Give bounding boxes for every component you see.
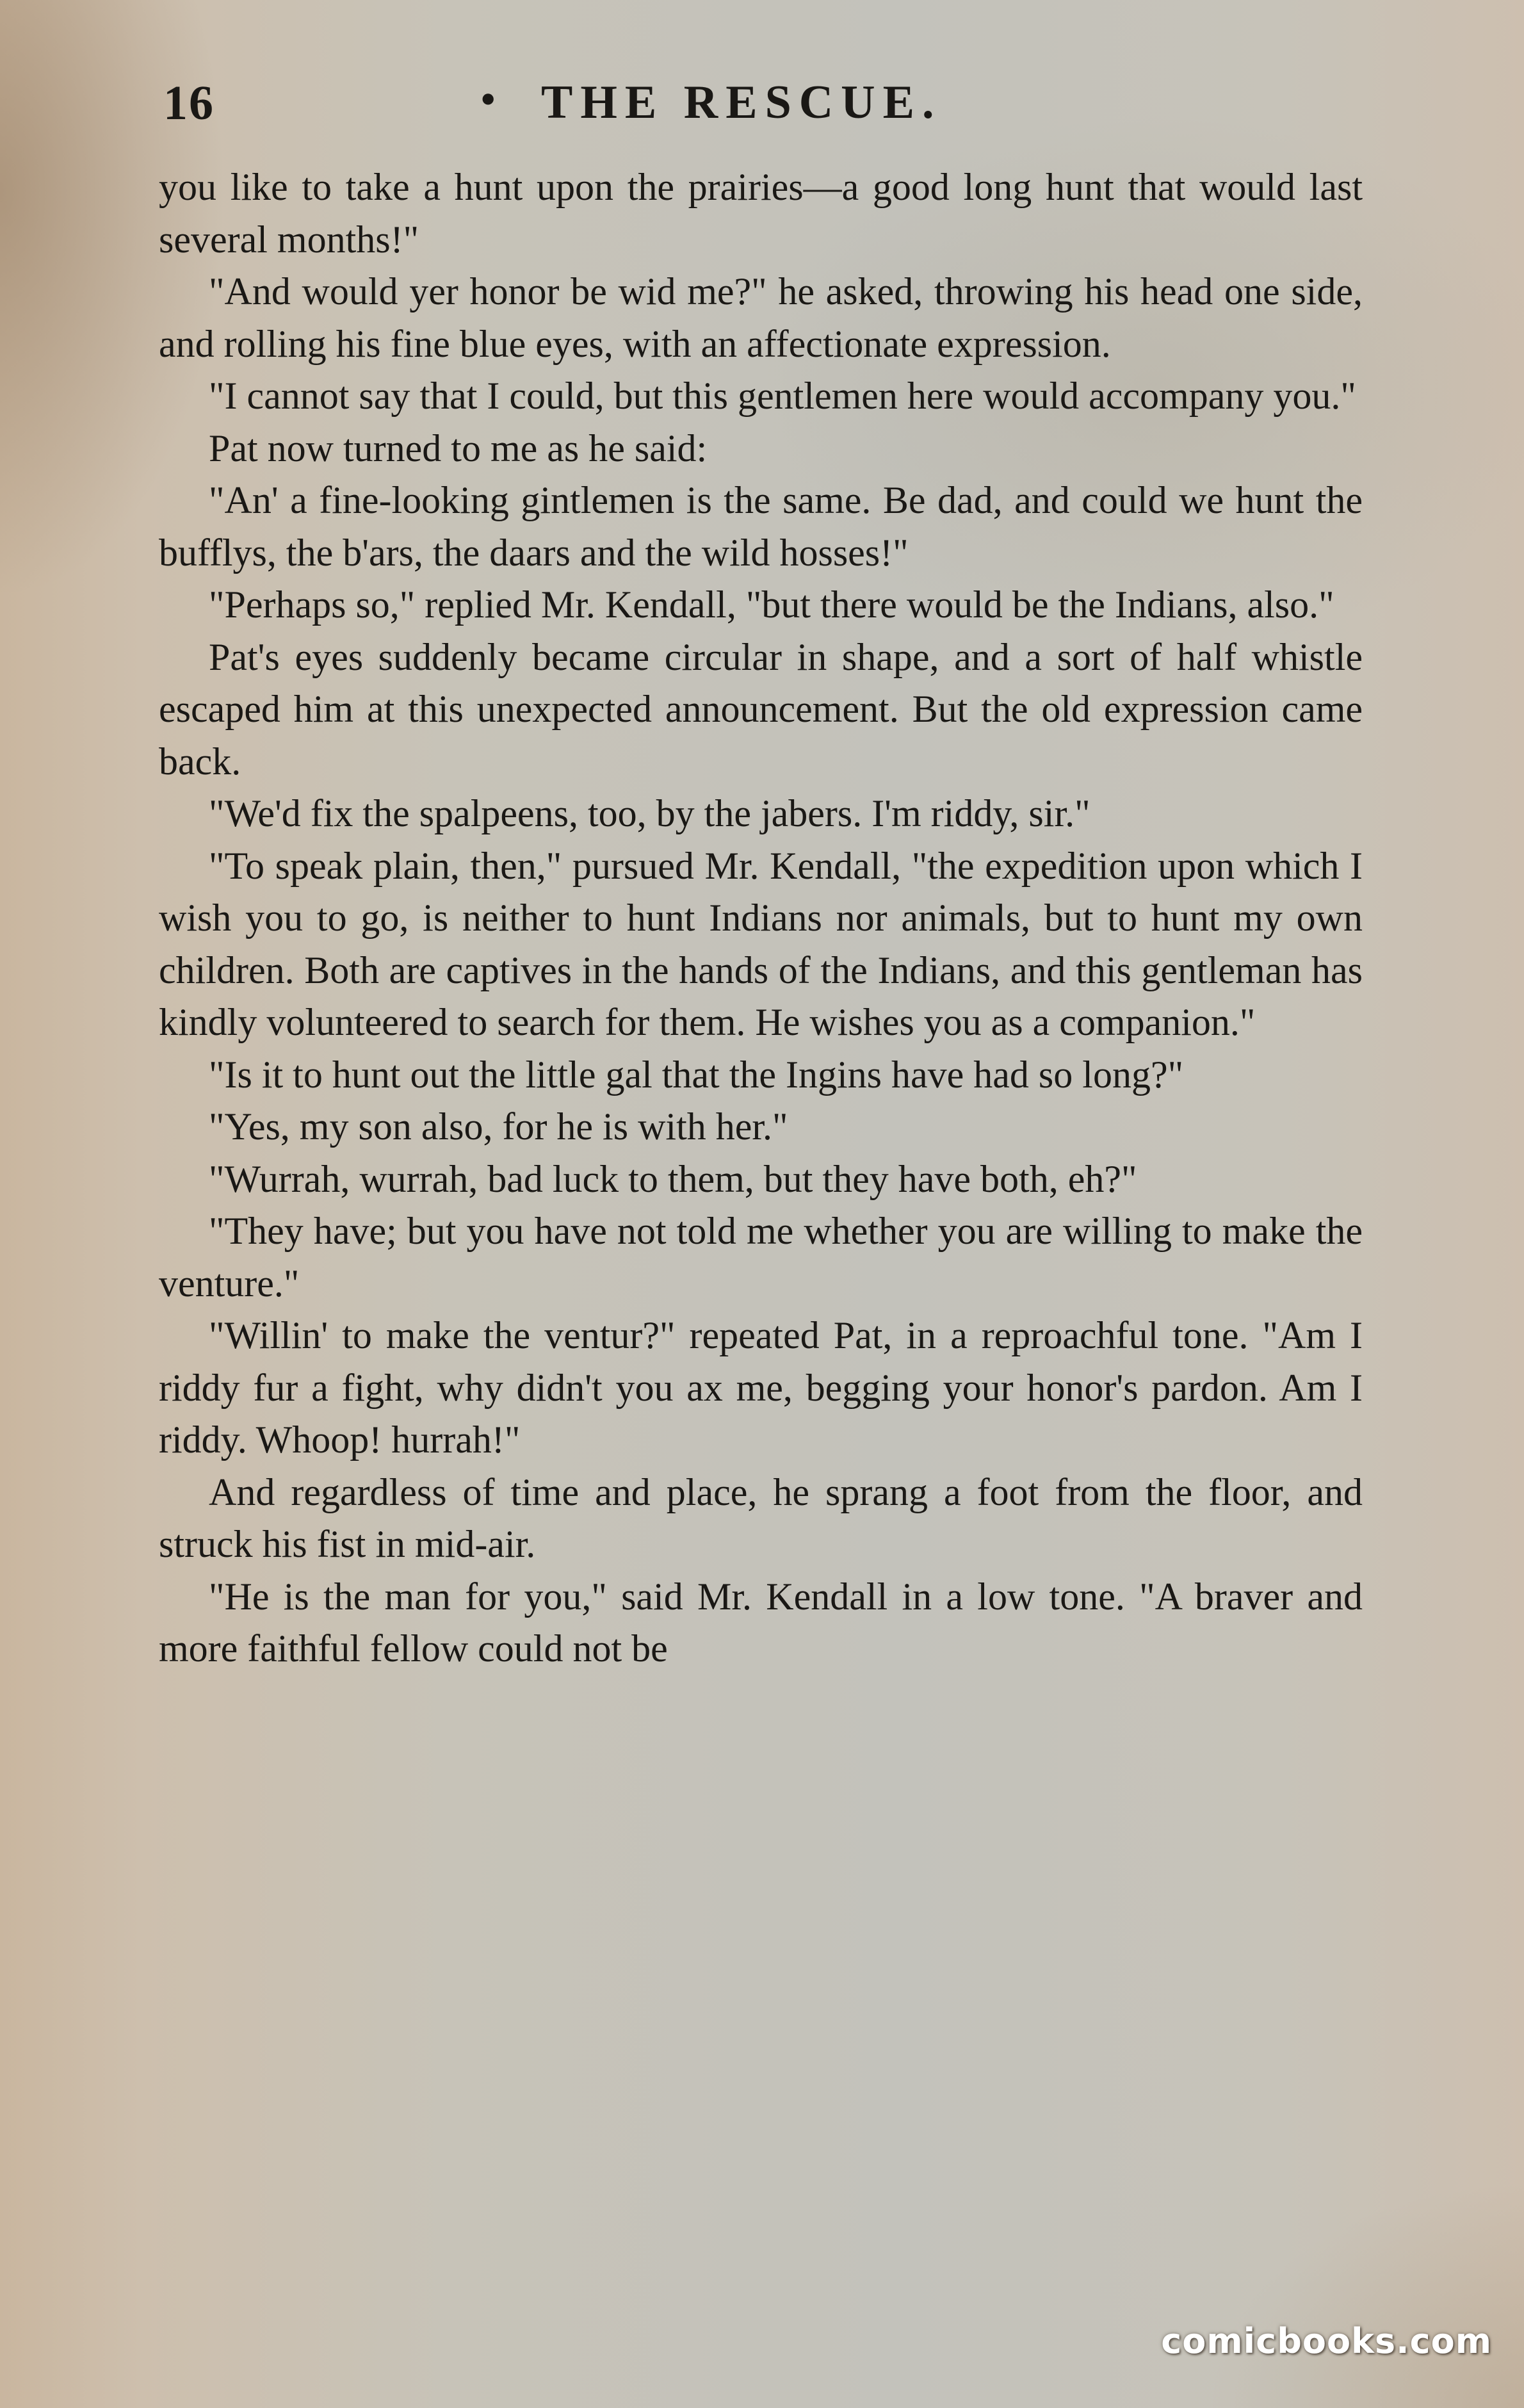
page-number: 16 — [163, 76, 215, 130]
paragraph: "Willin' to make the ventur?" repeated Pat, in a reproachful tone. "Am I riddy fur a fight, why didn't you ax me, begging your honor's pardon. Am I riddy. Whoop! hurrah!" — [159, 1314, 1363, 1461]
paragraph: "I cannot say that I could, but this gentlemen here would accompany you." — [209, 375, 1356, 417]
paragraph: "He is the man for you," said Mr. Kendall in a low tone. "A braver and more faithful fellow could not be — [159, 1575, 1363, 1670]
page-header — [163, 76, 1367, 146]
header-separator-dot: • — [481, 76, 496, 122]
paragraph: "To speak plain, then," pursued Mr. Kendall, "the expedition upon which I wish you to go, is neither to hunt Indians nor animals, but to hunt my own children. Both are captives in the hands of the Indians, and this gentleman has kindly volunteered to search for them. He wishes you as a companion." — [159, 844, 1363, 1043]
paragraph: "Perhaps so," replied Mr. Kendall, "but there would be the Indians, also." — [209, 583, 1334, 626]
running-title: THE RESCUE. — [541, 76, 942, 129]
paragraph: "Wurrah, wurrah, bad luck to them, but they have both, eh?" — [209, 1157, 1137, 1200]
paragraph: "And would yer honor be wid me?" he asked, throwing his head one side, and rolling his fine blue eyes, with an affectionate expression. — [159, 270, 1363, 365]
watermark: comicbooks.com — [1161, 2321, 1492, 2361]
paragraph: "An' a fine-looking gintlemen is the same. Be dad, and could we hunt the bufflys, the b'ars, the daars and the wild hosses!" — [159, 479, 1363, 574]
paragraph: And regardless of time and place, he sprang a foot from the floor, and struck his fist in mid-air. — [159, 1470, 1363, 1565]
paragraph: "Yes, my son also, for he is with her." — [209, 1105, 788, 1148]
paragraph-continued: you like to take a hunt upon the prairies—a good long hunt that would last several months!" — [159, 166, 1363, 261]
paragraph: Pat now turned to me as he said: — [209, 427, 708, 469]
paragraph: "Is it to hunt out the little gal that the Ingins have had so long?" — [209, 1053, 1184, 1096]
body-text — [159, 161, 1363, 1675]
paragraph: "They have; but you have not told me whether you are willing to make the venture." — [159, 1210, 1363, 1305]
paragraph: Pat's eyes suddenly became circular in shape, and a sort of half whistle escaped him at this unexpected announcement. But the old expression came back. — [159, 635, 1363, 783]
paragraph: "We'd fix the spalpeens, too, by the jabers. I'm riddy, sir." — [209, 792, 1090, 834]
